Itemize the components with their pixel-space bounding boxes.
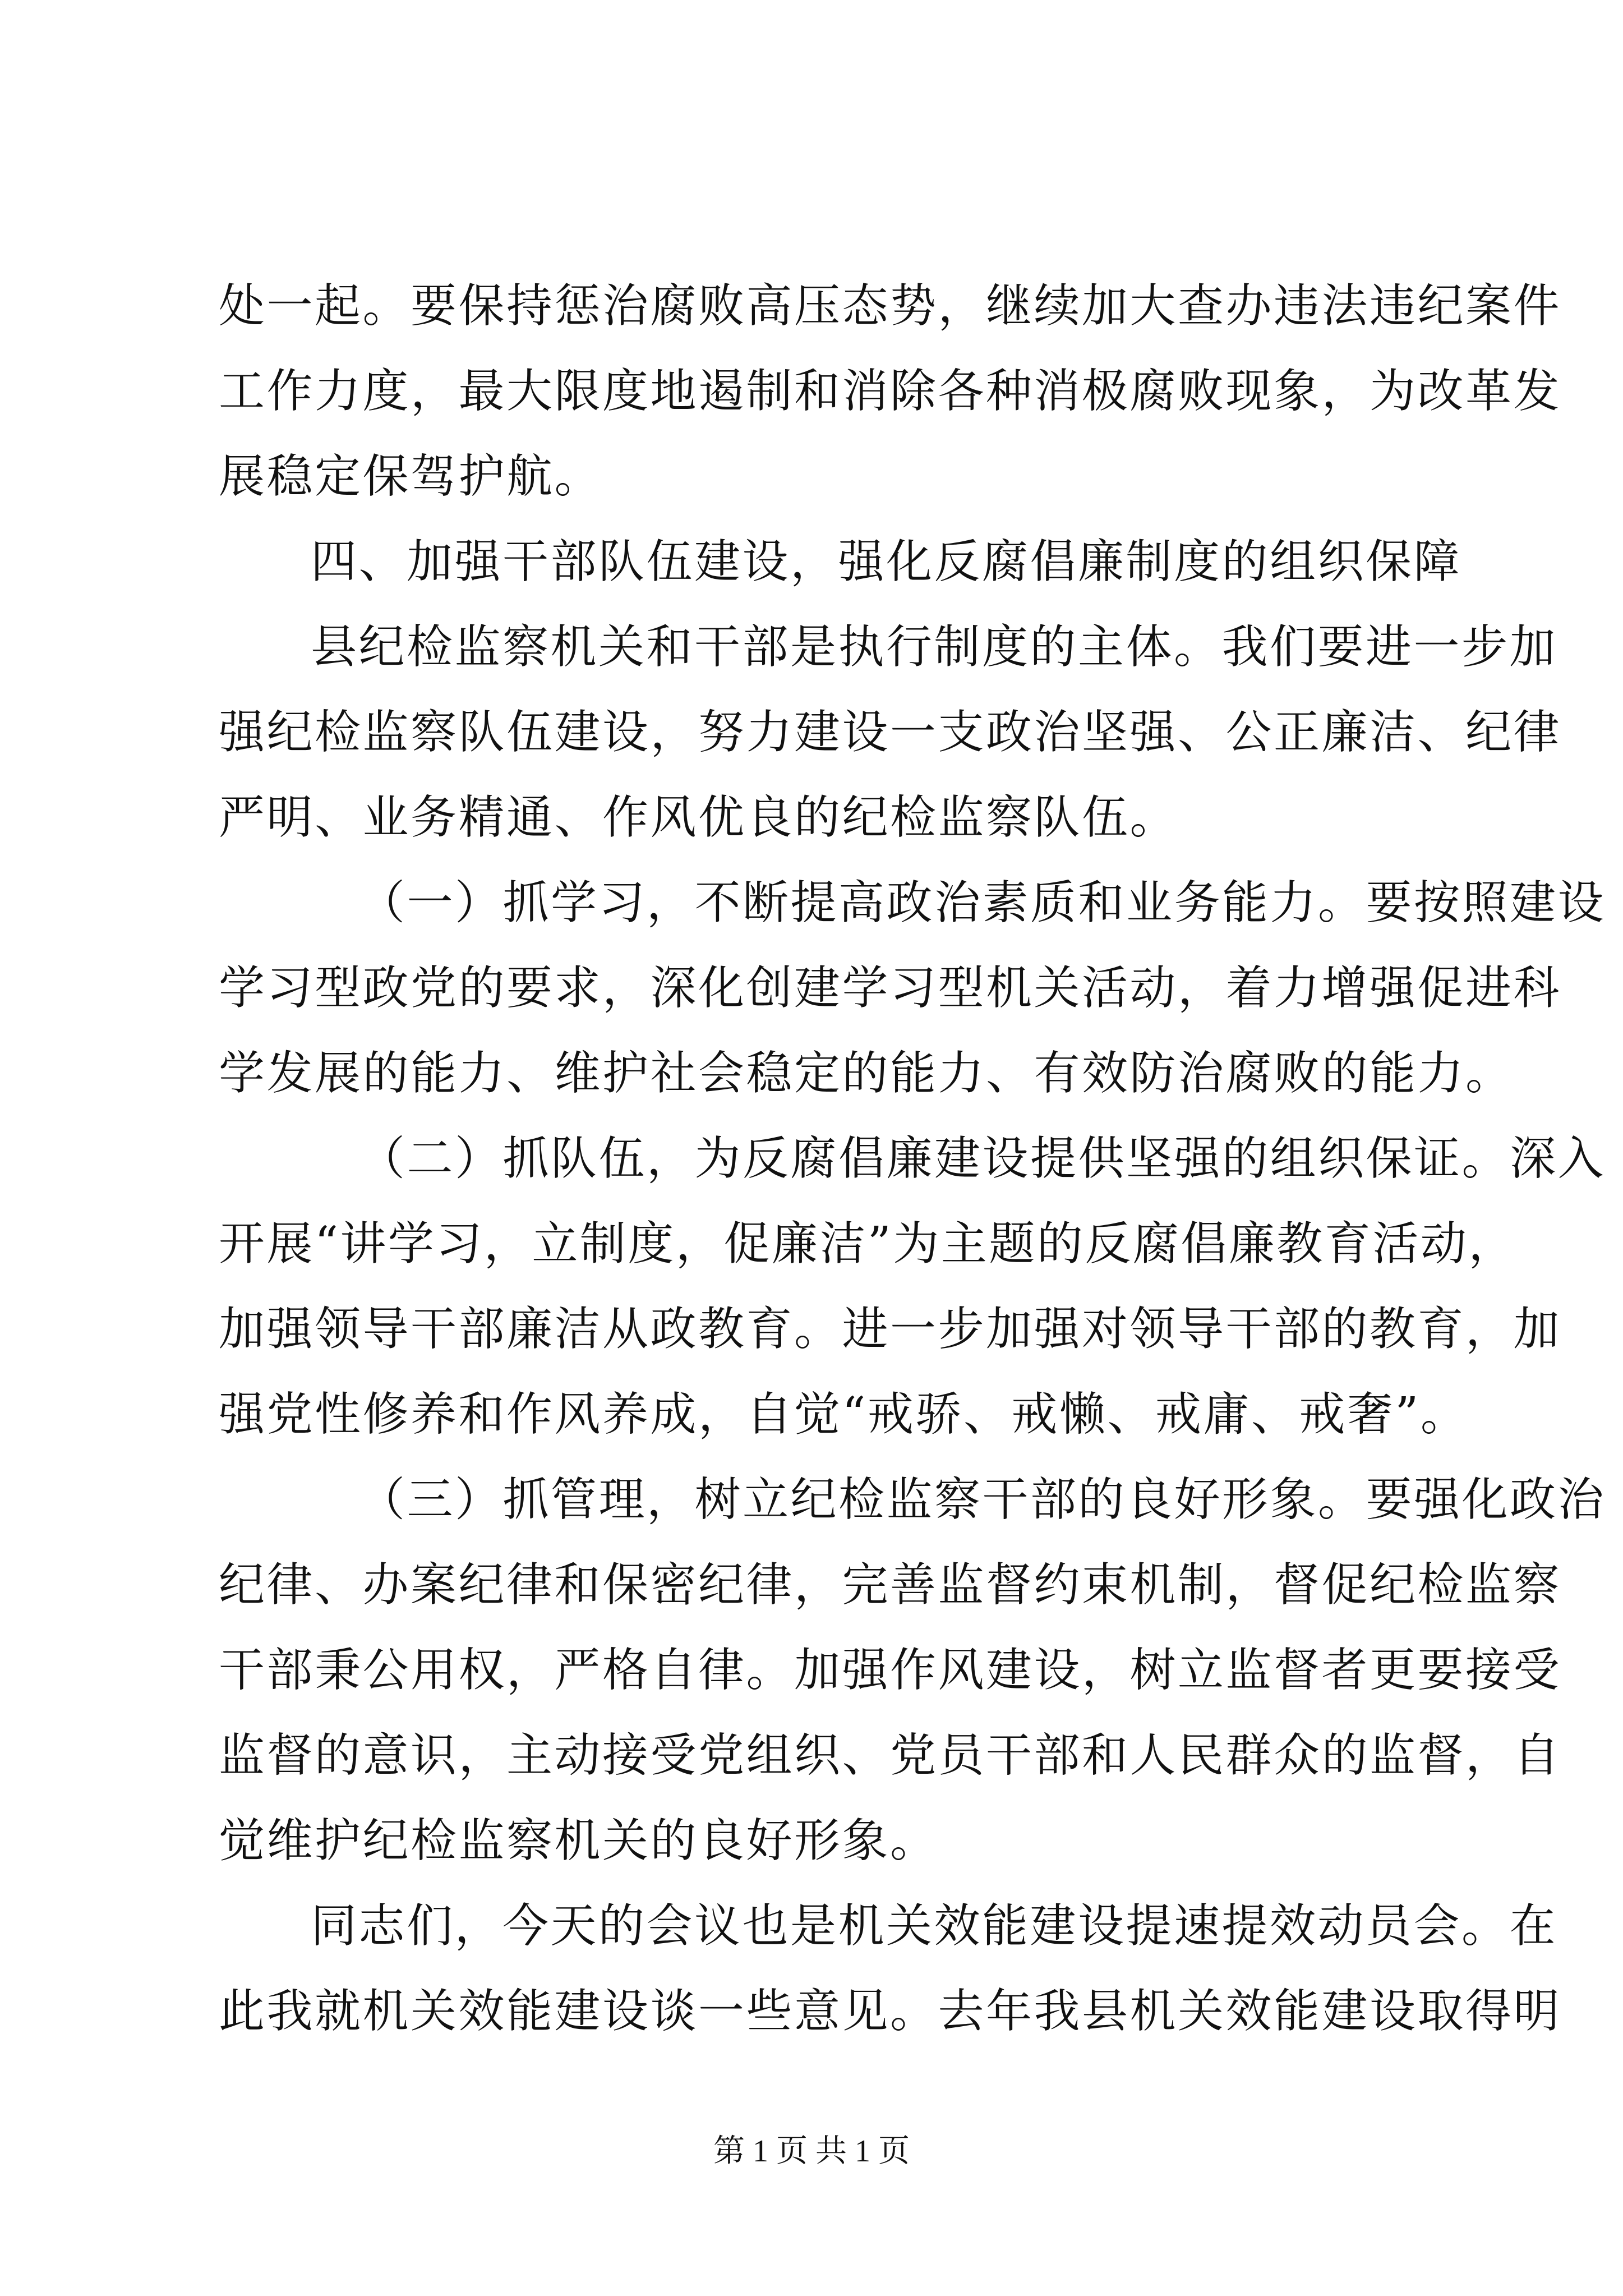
text-line: 处一起。要保持惩治腐败高压态势，继续加大查办违法违纪案件	[219, 279, 1562, 333]
text-line: 严明、业务精通、作风优良的纪检监察队伍。	[219, 791, 1178, 844]
text-line: 此我就机关效能建设谈一些意见。去年我县机关效能建设取得明	[219, 1985, 1562, 2038]
section-heading: 四、加强干部队伍建设，强化反腐倡廉制度的组织保障	[311, 535, 1462, 588]
text-line: 工作力度，最大限度地遏制和消除各种消极腐败现象，为改革发	[219, 365, 1562, 418]
subsection-first-line: （三）抓管理，树立纪检监察干部的良好形象。要强化政治	[359, 1473, 1606, 1526]
document-body	[219, 264, 1606, 2054]
page-footer: 第 1 页 共 1 页	[713, 2134, 910, 2169]
text-line: 强纪检监察队伍建设，努力建设一支政治坚强、公正廉洁、纪律	[219, 706, 1562, 759]
text-line: 学习型政党的要求，深化创建学习型机关活动，着力增强促进科	[219, 961, 1562, 1015]
text-line: 纪律、办案纪律和保密纪律，完善监督约束机制，督促纪检监察	[219, 1558, 1562, 1612]
text-line: 强党性修养和作风养成，自觉“戒骄、戒懒、戒庸、戒奢”。	[219, 1388, 1469, 1441]
subsection-first-line: （二）抓队伍，为反腐倡廉建设提供坚强的组织保证。深入	[359, 1132, 1606, 1185]
text-line: 展稳定保驾护航。	[219, 450, 603, 503]
subsection-first-line: （一）抓学习，不断提高政治素质和业务能力。要按照建设	[359, 876, 1606, 930]
text-line: 开展“讲学习，立制度，促廉洁”为主题的反腐倡廉教育活动，	[219, 1217, 1516, 1271]
paragraph-first-line: 县纪检监察机关和干部是执行制度的主体。我们要进一步加	[311, 620, 1558, 674]
text-line: 干部秉公用权，严格自律。加强作风建设，树立监督者更要接受	[219, 1644, 1562, 1697]
text-line: 监督的意识，主动接受党组织、党员干部和人民群众的监督，自	[219, 1729, 1562, 1782]
text-line: 学发展的能力、维护社会稳定的能力、有效防治腐败的能力。	[219, 1047, 1514, 1100]
text-line: 加强领导干部廉洁从政教育。进一步加强对领导干部的教育，加	[219, 1303, 1562, 1356]
text-line: 觉维护纪检监察机关的良好形象。	[219, 1814, 938, 1867]
paragraph-first-line: 同志们，今天的会议也是机关效能建设提速提效动员会。在	[311, 1899, 1558, 1953]
